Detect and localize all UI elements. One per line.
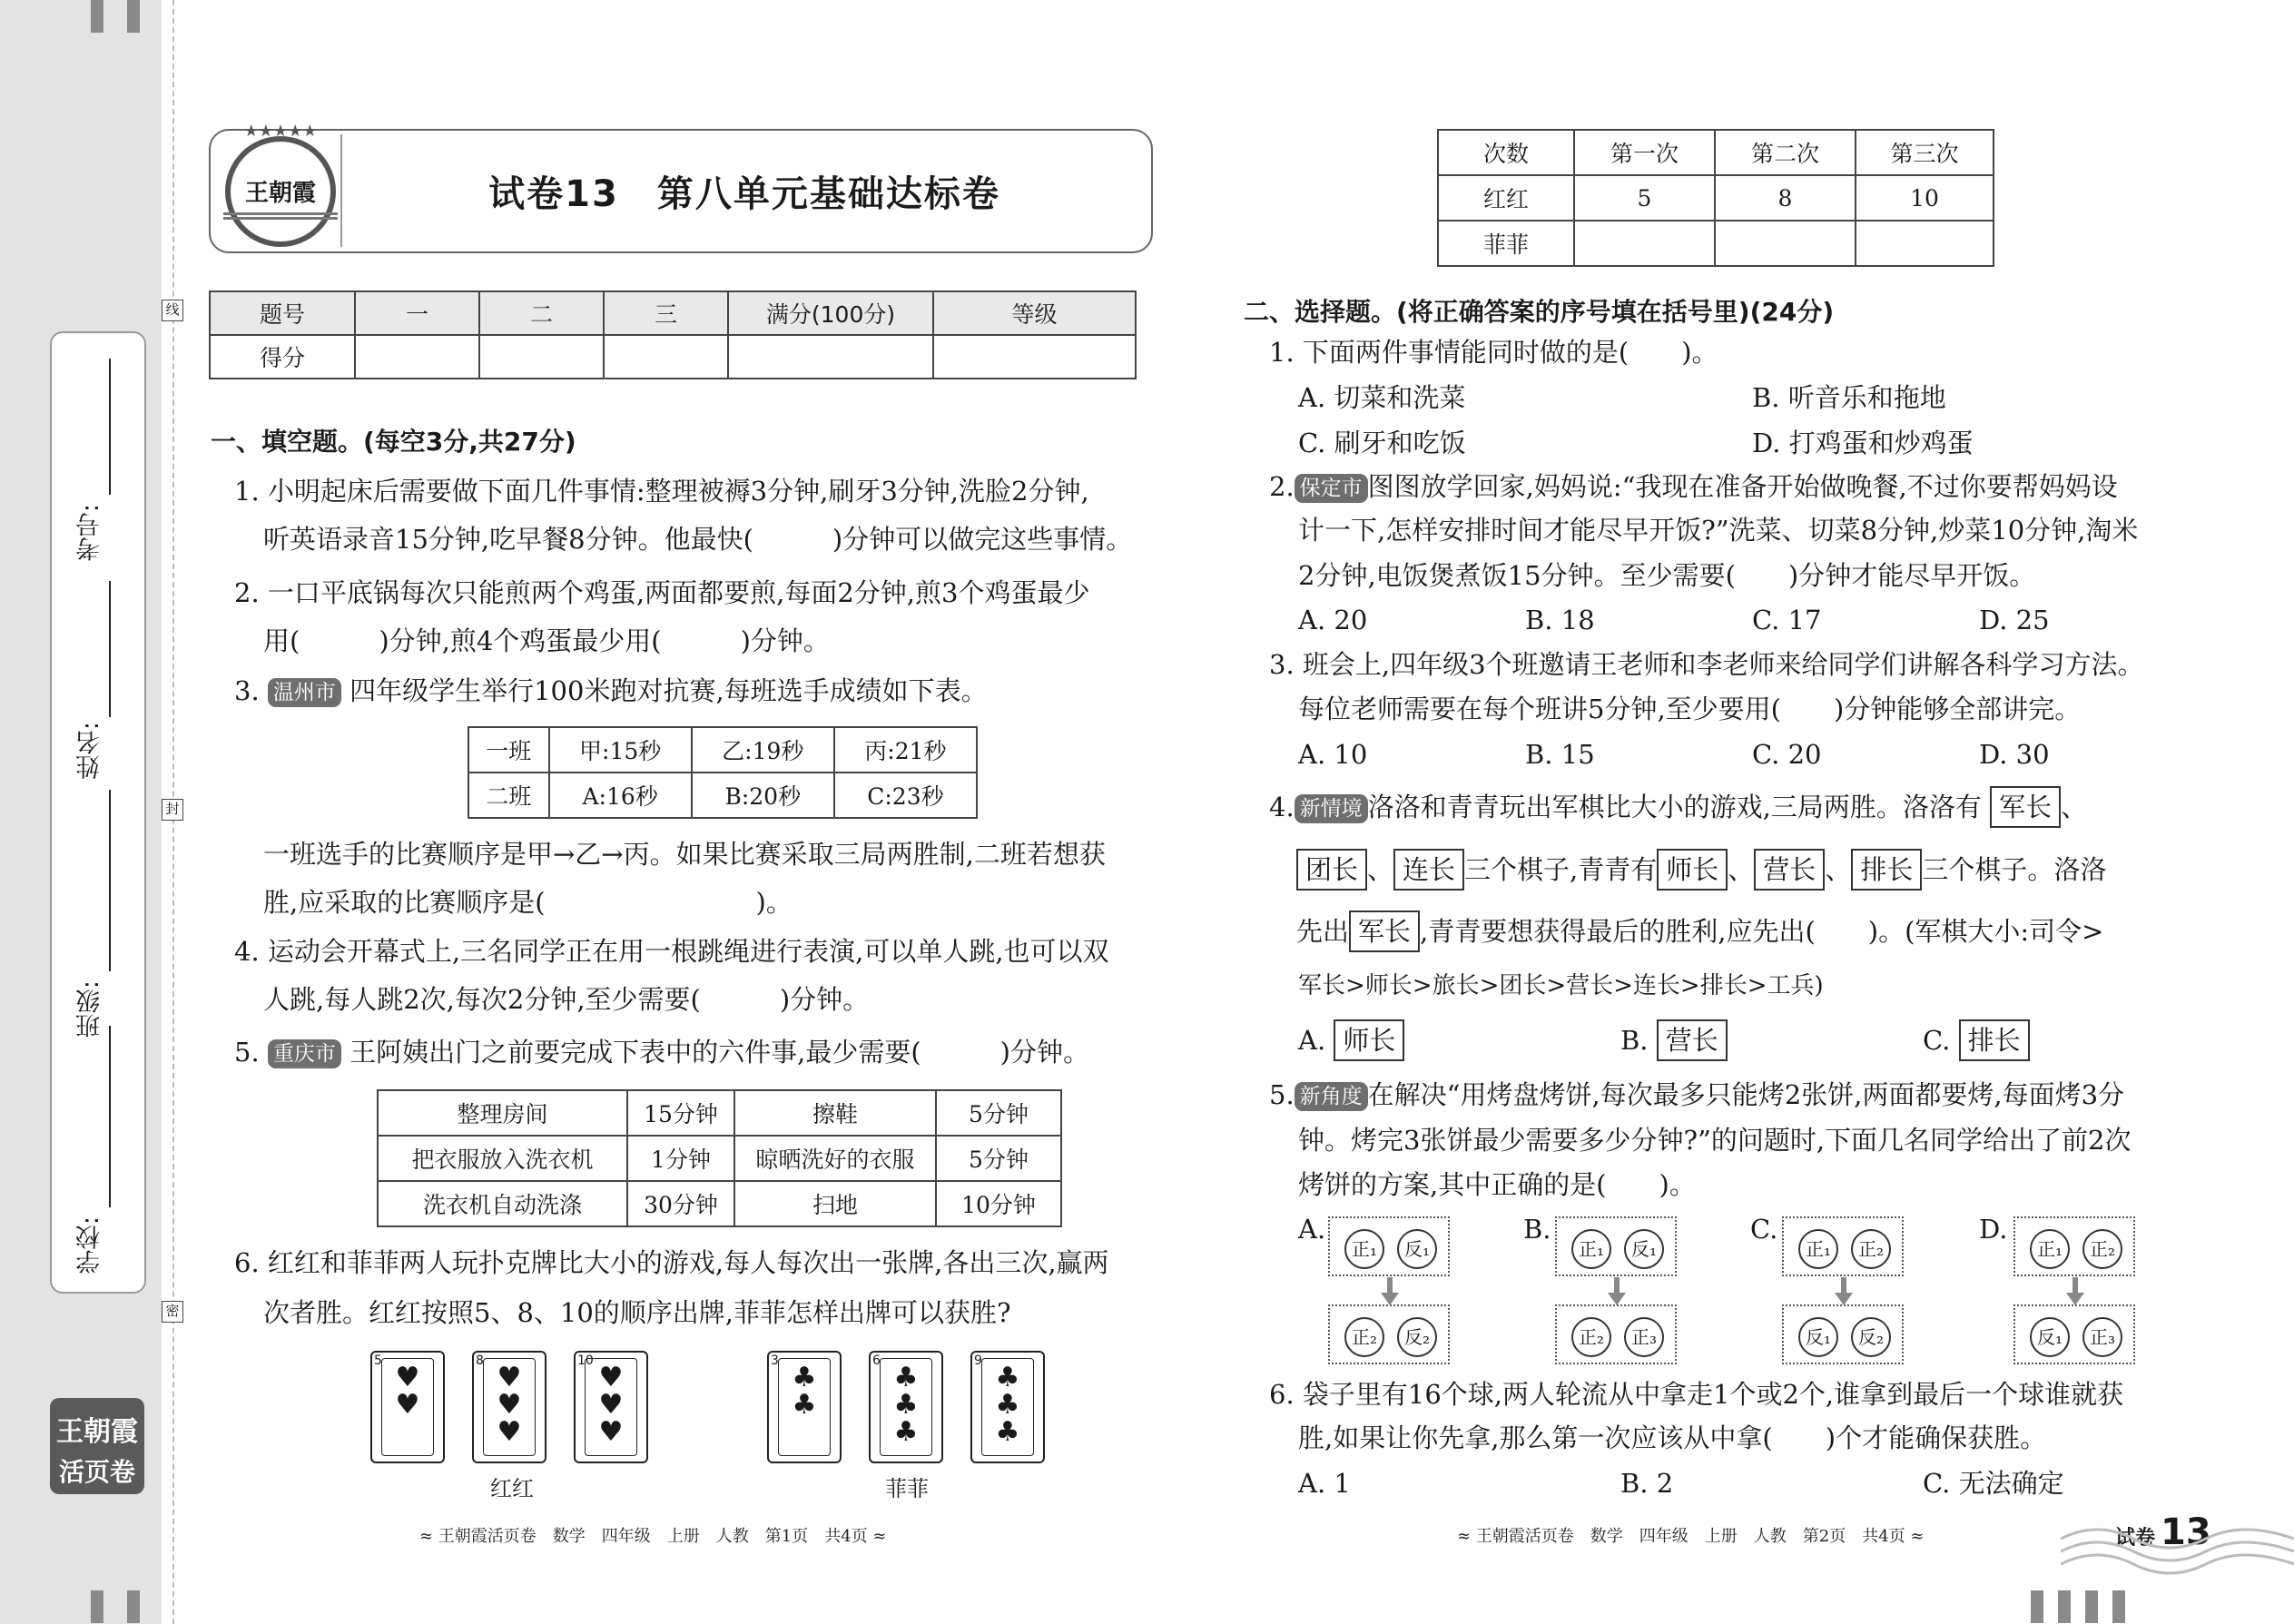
question-2-4-line4: 军长>师长>旅长>团长>营长>连长>排长>工兵): [1298, 972, 1824, 999]
arrow-down-icon: [1381, 1293, 1399, 1305]
question-2-2-line2: 计一下,怎样安排时间才能尽早开饭?”洗菜、切菜8分钟,炒菜10分钟,淘米: [1298, 515, 2139, 546]
score-header-cell: 等级: [933, 291, 1136, 335]
brand-line2: 活页卷: [58, 1457, 135, 1487]
question-2-6-line1: 6. 袋子里有16个球,两人轮流从中拿走1个或2个,谁拿到最后一个球谁就获: [1269, 1379, 2124, 1410]
chess-piece: 连长: [1393, 849, 1464, 891]
chore-cell: 15分钟: [627, 1090, 734, 1136]
cut-mark: 线: [162, 300, 183, 321]
option-d: D. 打鸡蛋和炒鸡蛋: [1752, 428, 1974, 458]
question-2-3-line2: 每位老师需要在每个班讲5分钟,至少要用( )分钟能够全部讲完。: [1298, 694, 2082, 724]
race-cell: 丙:21秒: [834, 727, 977, 773]
page-title: 试卷13 第八单元基础达标卷: [488, 173, 1000, 215]
bake-round-1: [1555, 1216, 1677, 1276]
card-heart-8: [472, 1351, 546, 1463]
option-c: C. 排长: [1923, 1017, 2030, 1065]
question-2-2-line3: 2分钟,电饭煲煮饭15分钟。至少需要( )分钟才能尽早开饭。: [1298, 560, 2036, 591]
option-b: B.: [1523, 1214, 1551, 1245]
question-2-5-line3: 烤饼的方案,其中正确的是( )。: [1298, 1169, 1696, 1200]
question-number: 4.: [1269, 792, 1295, 822]
gutter-bar: [127, 1590, 140, 1623]
question-2-4-line3: [1296, 908, 2103, 956]
name-label: 姓名:: [76, 722, 104, 780]
question-1-2-line2: 用( )分钟,煎4个鸡蛋最少用( )分钟。: [263, 625, 830, 656]
pancake: 反₂: [1397, 1317, 1437, 1357]
logo-stars: ★★★★★: [243, 122, 318, 141]
bake-round-2: [1782, 1304, 1904, 1364]
question-text: 王阿姨出门之前要完成下表中的六件事,最少需要( )分钟。: [350, 1037, 1089, 1068]
question-1-2-line1: 2. 一口平底锅每次只能煎两个鸡蛋,两面都要煎,每面2分钟,煎3个鸡蛋最少: [234, 577, 1090, 608]
bake-round-2: [2013, 1304, 2135, 1364]
score-header-cell: 二: [479, 291, 604, 335]
score-table: [209, 290, 1137, 379]
card-label-hong: 红红: [490, 1476, 534, 1501]
question-1-6-line1: 6. 红红和菲菲两人玩扑克牌比大小的游戏,每人每次出一张牌,各出三次,赢两: [234, 1247, 1109, 1278]
option-b: B. 营长: [1620, 1017, 1728, 1065]
school-field[interactable]: [109, 1026, 111, 1207]
region-badge: 新角度: [1295, 1082, 1368, 1111]
answer-cell: 5: [1574, 175, 1715, 221]
chess-piece: 军长: [1349, 910, 1420, 952]
question-1-4-line1: 4. 运动会开幕式上,三名同学正在用一根跳绳进行表演,可以单人跳,也可以双: [234, 936, 1109, 967]
option-c: C. 无法确定: [1923, 1468, 2064, 1499]
score-header-cell: 一: [355, 291, 479, 335]
chess-piece: 军长: [1990, 786, 2061, 828]
gutter-bar: [127, 0, 140, 33]
brand-line1: 王朝霞: [56, 1416, 138, 1448]
option-b: B. 15: [1525, 739, 1595, 770]
question-text: 在解决“用烤盘烤饼,每次最多只能烤2张饼,两面都要烤,每面烤3分: [1367, 1079, 2125, 1110]
card-rank: 5: [374, 1353, 382, 1368]
exam-no-label: 考号:: [76, 504, 104, 562]
score-header-cell: 题号: [210, 291, 355, 335]
race-cell: 二班: [468, 773, 549, 818]
pancake: 正₃: [2082, 1317, 2122, 1357]
race-cell: 一班: [468, 727, 549, 773]
answer-cell: 第三次: [1856, 130, 1994, 175]
question-2-5-line2: 钟。烤完3张饼最少需要多少分钟?”的问题时,下面几名同学给出了前2次: [1298, 1125, 2132, 1156]
option-d: D.: [1979, 1214, 2008, 1245]
answer-cell: 第二次: [1715, 130, 1856, 175]
club-icon: ♣ ♣ ♣: [981, 1358, 1034, 1456]
score-header-cell: 满分(100分): [728, 291, 933, 335]
chore-cell: 擦鞋: [734, 1090, 936, 1136]
question-1-3-line2: 一班选手的比赛顺序是甲→乙→丙。如果比赛采取三局两胜制,二班若想获: [263, 839, 1106, 870]
pancake: 正₁: [1798, 1229, 1838, 1269]
answer-cell: 10: [1856, 175, 1994, 221]
question-number: 3.: [234, 675, 260, 706]
pancake: 正₁: [1344, 1229, 1384, 1269]
pancake: 正₂: [1344, 1317, 1384, 1357]
pancake: 正₂: [2082, 1229, 2122, 1269]
class-field[interactable]: [109, 790, 111, 971]
question-text: 四年级学生举行100米跑对抗赛,每班选手成绩如下表。: [350, 675, 988, 706]
option-a: A. 20: [1298, 605, 1368, 635]
card-club-3: [767, 1351, 842, 1463]
question-1-6-line2: 次者胜。红红按照5、8、10的顺序出牌,菲菲怎样出牌可以获胜?: [263, 1297, 1011, 1328]
arrow-down-icon: [1614, 1277, 1620, 1294]
answer-input-cell[interactable]: [1574, 221, 1715, 266]
question-2-3-line1: 3. 班会上,四年级3个班邀请王老师和李老师来给同学们讲解各科学习方法。: [1269, 649, 2144, 680]
question-2-4-line2: 团长 、 连长 三个棋子,青青有 师长 、 营长 、 排长 三个棋子。洛洛: [1296, 846, 2106, 894]
question-2-6-line2: 胜,如果让你先拿,那么第一次应该从中拿( )个才能确保获胜。: [1298, 1422, 2047, 1453]
pancake: 反₁: [2030, 1317, 2070, 1357]
option-c: C. 17: [1752, 605, 1822, 635]
pancake: 正₂: [1571, 1317, 1611, 1357]
bake-round-1: [2013, 1216, 2135, 1276]
chore-cell: 整理房间: [378, 1090, 627, 1136]
card-club-6: [869, 1351, 943, 1463]
card-heart-10: [574, 1351, 648, 1463]
question-1-3-line3: 胜,应采取的比赛顺序是( )。: [263, 887, 793, 918]
region-badge: 温州市: [268, 678, 341, 707]
question-2-1: 1. 下面两件事情能同时做的是( )。: [1269, 337, 1718, 368]
answer-cell: 菲菲: [1438, 221, 1574, 266]
race-cell: 甲:15秒: [549, 727, 692, 773]
pancake: 反₂: [1851, 1317, 1891, 1357]
chore-cell: 5分钟: [936, 1090, 1061, 1136]
bake-round-1: [1328, 1216, 1450, 1276]
score-header-cell: 三: [604, 291, 728, 335]
pancake: 反₁: [1397, 1229, 1437, 1269]
score-cell[interactable]: [933, 335, 1136, 379]
option-c: C.: [1750, 1214, 1778, 1245]
question-1-1-line1: 1. 小明起床后需要做下面几件事情:整理被褥3分钟,刷牙3分钟,洗脸2分钟,: [234, 476, 1089, 507]
option-d: D. 30: [1979, 739, 2050, 770]
option-a: A.: [1298, 1214, 1326, 1245]
chore-cell: 5分钟: [936, 1136, 1061, 1181]
card-rank: 6: [872, 1353, 881, 1368]
gutter-bar: [91, 1590, 103, 1623]
card-rank: 10: [577, 1353, 594, 1368]
gutter-bar: [2112, 1590, 2125, 1623]
bake-round-2: [1555, 1304, 1677, 1364]
section2-title: 二、选择题。(将正确答案的序号填在括号里)(24分): [1244, 297, 1835, 327]
answer-table: [1437, 129, 1994, 267]
question-1-3: [234, 667, 988, 715]
gutter-bar: [2058, 1590, 2071, 1623]
cut-mark: 密: [162, 1301, 183, 1323]
logo-wave: [223, 212, 338, 220]
club-icon: ♣ ♣ ♣: [880, 1358, 932, 1456]
class-label: 班级:: [76, 980, 104, 1038]
arrow-down-icon: [2066, 1293, 2084, 1305]
region-badge: 重庆市: [268, 1039, 341, 1068]
option-c: C. 20: [1752, 739, 1822, 770]
question-1-4-line2: 人跳,每人跳2次,每次2分钟,至少需要( )分钟。: [263, 984, 870, 1015]
question-number: 5.: [234, 1037, 260, 1068]
card-rank: 9: [974, 1353, 982, 1368]
chore-cell: 洗衣机自动洗涤: [378, 1181, 627, 1226]
arrow-down-icon: [1835, 1293, 1853, 1305]
student-info-box: [50, 331, 146, 1294]
chore-cell: 晾晒洗好的衣服: [734, 1136, 936, 1181]
cut-mark: 封: [162, 799, 183, 821]
name-field[interactable]: [109, 581, 111, 717]
card-heart-5: [370, 1351, 445, 1463]
question-text: 先出: [1296, 916, 1350, 947]
pancake: 反₁: [1624, 1229, 1664, 1269]
pancake: 反₁: [1798, 1317, 1838, 1357]
brand-logo: [50, 1398, 144, 1494]
arrow-down-icon: [1387, 1277, 1393, 1294]
arrow-down-icon: [2072, 1277, 2078, 1294]
question-2-5-line1: [1269, 1071, 2124, 1119]
page-tag-label: 试卷: [2115, 1527, 2156, 1550]
heart-icon: ♥ ♥ ♥: [585, 1358, 637, 1456]
pancake: 正₁: [2030, 1229, 2070, 1269]
section1-title: 一、填空题。(每空3分,共27分): [211, 427, 576, 457]
pancake: 正₁: [1571, 1229, 1611, 1269]
logo: [225, 122, 336, 247]
card-rank: 3: [771, 1353, 779, 1368]
chore-cell: 把衣服放入洗衣机: [378, 1136, 627, 1181]
wave-decoration: [2061, 1521, 2294, 1584]
option-b: B. 听音乐和拖地: [1752, 382, 1946, 413]
race-cell: C:23秒: [834, 773, 977, 818]
chess-piece: 师长: [1657, 849, 1728, 891]
question-text: 洛洛和青青玩出军棋比大小的游戏,三局两胜。洛洛有: [1367, 792, 1982, 822]
gutter-bar: [91, 0, 103, 33]
race-cell: 乙:19秒: [692, 727, 834, 773]
bake-round-2: [1328, 1304, 1450, 1364]
bake-round-1: [1782, 1216, 1904, 1276]
chess-piece: 营长: [1657, 1019, 1728, 1061]
page-tag-number: 13: [2161, 1511, 2211, 1553]
pancake: 正₂: [1851, 1229, 1891, 1269]
answer-cell: 次数: [1438, 130, 1574, 175]
chess-piece: 排长: [1959, 1019, 2030, 1061]
chores-table: [377, 1089, 1062, 1227]
race-cell: B:20秒: [692, 773, 834, 818]
region-badge: 新情境: [1295, 794, 1368, 823]
title-divider: [340, 134, 342, 247]
heart-icon: ♥ ♥ ♥: [483, 1358, 536, 1456]
score-cell[interactable]: [728, 335, 933, 379]
option-a: A. 师长: [1298, 1017, 1404, 1065]
chess-piece: 排长: [1851, 849, 1922, 891]
logo-text: 王朝霞: [244, 180, 316, 207]
option-b: B. 2: [1620, 1468, 1674, 1499]
card-label-fei: 菲菲: [885, 1476, 929, 1501]
question-1-1-line2: 听英语录音15分钟,吃早餐8分钟。他最快( )分钟可以做完这些事情。: [263, 524, 1133, 555]
arrow-down-icon: [1841, 1277, 1846, 1294]
gutter-bar: [2085, 1590, 2098, 1623]
question-number: 5.: [1269, 1079, 1295, 1110]
region-badge: 保定市: [1295, 474, 1368, 503]
arrow-down-icon: [1608, 1293, 1626, 1305]
club-icon: ♣ ♣: [778, 1358, 831, 1456]
option-d: D. 25: [1979, 605, 2050, 635]
question-number: 2.: [1269, 471, 1295, 502]
option-c: C. 刷牙和吃饭: [1298, 428, 1466, 458]
race-table: [468, 726, 978, 819]
chess-piece: 团长: [1296, 849, 1367, 891]
footer-left: ≈ 王朝霞活页卷 数学 四年级 上册 人教 第1页 共4页 ≈: [419, 1527, 887, 1546]
question-text: ,青青要想获得最后的胜利,应先出( )。(军棋大小:司令>: [1420, 916, 2104, 947]
answer-input-cell[interactable]: [1715, 221, 1856, 266]
card-rank: 8: [476, 1353, 484, 1368]
pancake: 正₃: [1624, 1317, 1664, 1357]
question-2-2: [1269, 463, 2118, 511]
option-a: A. 1: [1298, 1468, 1351, 1499]
question-2-4-line1: 4. 新情境 洛洛和青青玩出军棋比大小的游戏,三局两胜。洛洛有 军长 、: [1269, 783, 2087, 832]
race-cell: A:16秒: [549, 773, 692, 818]
option-b: B. 18: [1525, 605, 1595, 635]
question-text: 三个棋子。洛洛: [1922, 854, 2107, 885]
option-a: A. 切菜和洗菜: [1298, 382, 1466, 413]
chess-piece: 师长: [1334, 1019, 1404, 1061]
chore-cell: 扫地: [734, 1181, 936, 1226]
card-club-9: [970, 1351, 1045, 1463]
option-a: A. 10: [1298, 739, 1368, 770]
exam-no-field[interactable]: [109, 359, 111, 495]
answer-cell: 第一次: [1574, 130, 1715, 175]
school-label: 学校:: [76, 1216, 104, 1275]
question-text: 图图放学回家,妈妈说:“我现在准备开始做晚餐,不过你要帮妈妈设: [1367, 471, 2118, 502]
heart-icon: ♥ ♥: [381, 1358, 434, 1456]
chore-cell: 30分钟: [627, 1181, 734, 1226]
chore-cell: 10分钟: [936, 1181, 1061, 1226]
answer-input-cell[interactable]: [1856, 221, 1994, 266]
chess-piece: 营长: [1754, 849, 1825, 891]
score-row-label: 得分: [210, 335, 355, 379]
gutter-bar: [2031, 1590, 2043, 1623]
answer-cell: 红红: [1438, 175, 1574, 221]
question-text: 三个棋子,青青有: [1464, 854, 1658, 885]
score-cell[interactable]: [479, 335, 604, 379]
score-cell[interactable]: [604, 335, 728, 379]
answer-cell: 8: [1715, 175, 1856, 221]
question-1-5: [234, 1029, 1089, 1077]
chore-cell: 1分钟: [627, 1136, 734, 1181]
score-cell[interactable]: [355, 335, 479, 379]
footer-right: ≈ 王朝霞活页卷 数学 四年级 上册 人教 第2页 共4页 ≈: [1457, 1527, 1925, 1546]
